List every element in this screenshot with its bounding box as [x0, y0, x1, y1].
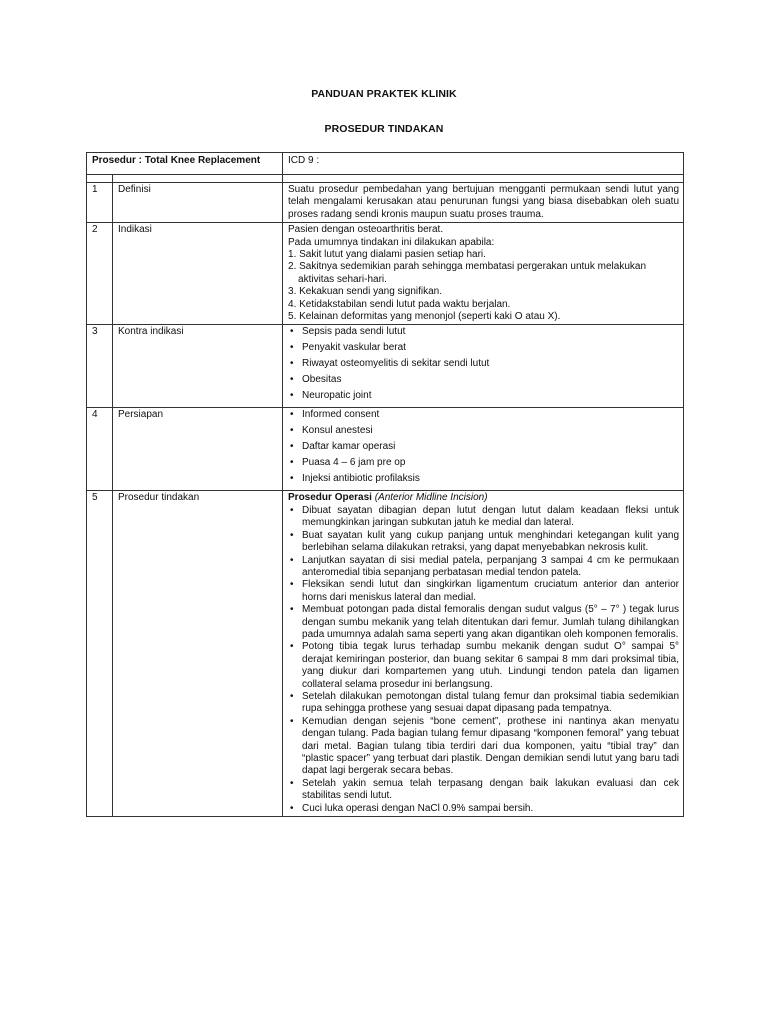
list-item: • Riwayat osteomyelitis di sekitar sendi lutut	[288, 358, 679, 370]
procedure-heading-text: Prosedur Operasi	[288, 492, 372, 504]
list-item: • Cuci luka operasi dengan NaCl 0.9% sampai bersih.	[288, 803, 679, 815]
preparation-content	[283, 408, 684, 491]
indication-content	[283, 223, 684, 325]
indication-intro: Pasien dengan osteoarthritis berat.	[288, 224, 444, 236]
list-item: • Buat sayatan kulit yang cukup panjang untuk menghindari ketegangan kulit yang berlebihan selama dilakukan retraksi, yang dapat menyebabkan nekrosis kulit.	[288, 530, 679, 555]
contraindication-content	[283, 325, 684, 408]
list-item: • Daftar kamar operasi	[288, 441, 679, 453]
definition-text: Suatu prosedur pembedahan yang bertujuan mengganti permukaan sendi lutut yang telah mengalami kerusakan atau penurunan fungsi yang biasa disebabkan oleh suatu proses radang sendi kronis maupun suatu proses trauma.	[283, 183, 684, 223]
list-item: • Potong tibia tegak lurus terhadap sumbu mekanik dengan sudut O° sampai 5° derajat kemiringan posterior, dan buang sekitar 6 sampai 8 mm dari proksimal tibia, yang diukur dari kompartemen yang utuh. Lindungi tendon patela dan ligamen collateral selama prosedur ini berlangsung.	[288, 641, 679, 691]
indication-list	[288, 249, 679, 323]
procedure-name: Prosedur : Total Knee Replacement	[87, 153, 283, 175]
procedure-steps-list	[288, 505, 679, 815]
list-item: • Setelah dilakukan pemotongan distal tulang femur dan proksimal tiabia sedemikian rupa sehingga prothese yang sesuai dapat dipasang pada tempatnya.	[288, 691, 679, 716]
list-item: 3. Kekakuan sendi yang signifikan.	[288, 286, 443, 298]
indication-intro: Pada umumnya tindakan ini dilakukan apabila:	[288, 236, 495, 248]
list-item: 4. Ketidakstabilan sendi lutut pada waktu berjalan.	[288, 298, 511, 310]
row-label: Indikasi	[113, 223, 283, 325]
procedure-heading	[288, 492, 679, 504]
list-item: • Obesitas	[288, 374, 679, 386]
procedure-table	[86, 152, 684, 817]
row-label: Prosedur tindakan	[113, 491, 283, 817]
list-item: • Penyakit vaskular berat	[288, 342, 679, 354]
list-item: 1. Sakit lutut yang dialami pasien setiap hari.	[288, 249, 486, 261]
row-number: 1	[87, 183, 113, 223]
list-item: • Kemudian dengan sejenis “bone cement”, prothese ini nantinya akan menyatu dengan tulang. Pada bagian tulang femur dipasang “komponen femoral” yang tebuat dari metal. Bagian tulang tibia terdiri dari dua komponen, yaitu “tibial tray” dan “plastic spacer” yang terbuat dari plastik. Dengan demikian sendi lutut yang baru tadi dapat lagi bergerak secara bebas.	[288, 716, 679, 778]
preparation-list	[288, 409, 679, 485]
table-row-definisi	[87, 183, 684, 223]
list-item: • Neuropatic joint	[288, 390, 679, 402]
list-item: 2. Sakitnya sedemikian parah sehingga membatasi pergerakan untuk melakukan aktivitas sehari-hari.	[288, 261, 647, 285]
list-item: • Injeksi antibiotic profilaksis	[288, 473, 679, 485]
icd-code-label: ICD 9 :	[283, 153, 684, 175]
table-row-indikasi	[87, 223, 684, 325]
list-item: • Dibuat sayatan dibagian depan lutut dengan lutut dalam keadaan fleksi untuk memungkinkan jaringan subkutan jatuh ke medial dan lateral.	[288, 505, 679, 530]
spacer-row	[87, 175, 684, 183]
table-row-kontra-indikasi	[87, 325, 684, 408]
list-item: • Puasa 4 – 6 jam pre op	[288, 457, 679, 469]
list-item: • Informed consent	[288, 409, 679, 421]
list-item: • Lanjutkan sayatan di sisi medial patela, perpanjang 3 sampai 4 cm ke permukaan anteromedial tibia sepanjang perbatasan medial tendon patela.	[288, 555, 679, 580]
document-subtitle: PROSEDUR TINDAKAN	[324, 123, 444, 135]
document-title: PANDUAN PRAKTEK KLINIK	[311, 88, 457, 100]
procedure-steps-content	[283, 491, 684, 817]
list-item: • Konsul anestesi	[288, 425, 679, 437]
row-label: Kontra indikasi	[113, 325, 283, 408]
list-item: • Membuat potongan pada distal femoralis dengan sudut valgus (5° – 7° ) tegak lurus dengan sumbu mekanik yang telah ditentukan dari femur. Jumlah tulang dihilangkan pada umumnya adalah sama seperti yang akan digantikan oleh komponen femoralis.	[288, 604, 679, 641]
contraindication-list	[288, 326, 679, 402]
table-header-row	[87, 153, 684, 175]
table-row-prosedur-tindakan	[87, 491, 684, 817]
row-label: Persiapan	[113, 408, 283, 491]
list-item: • Sepsis pada sendi lutut	[288, 326, 679, 338]
list-item: • Fleksikan sendi lutut dan singkirkan ligamentum cruciatum anterior dan anterior horns dari meniskus lateral dan medial.	[288, 579, 679, 604]
list-item: 5. Kelainan deformitas yang menonjol (seperti kaki O atau X).	[288, 311, 561, 323]
procedure-heading-note: (Anterior Midline Incision)	[374, 492, 488, 504]
list-item: • Setelah yakin semua telah terpasang dengan baik lakukan evaluasi dan cek stabilitas sendi lutut.	[288, 778, 679, 803]
row-number: 2	[87, 223, 113, 325]
row-number: 4	[87, 408, 113, 491]
table-row-persiapan	[87, 408, 684, 491]
row-number: 3	[87, 325, 113, 408]
row-number: 5	[87, 491, 113, 817]
row-label: Definisi	[113, 183, 283, 223]
